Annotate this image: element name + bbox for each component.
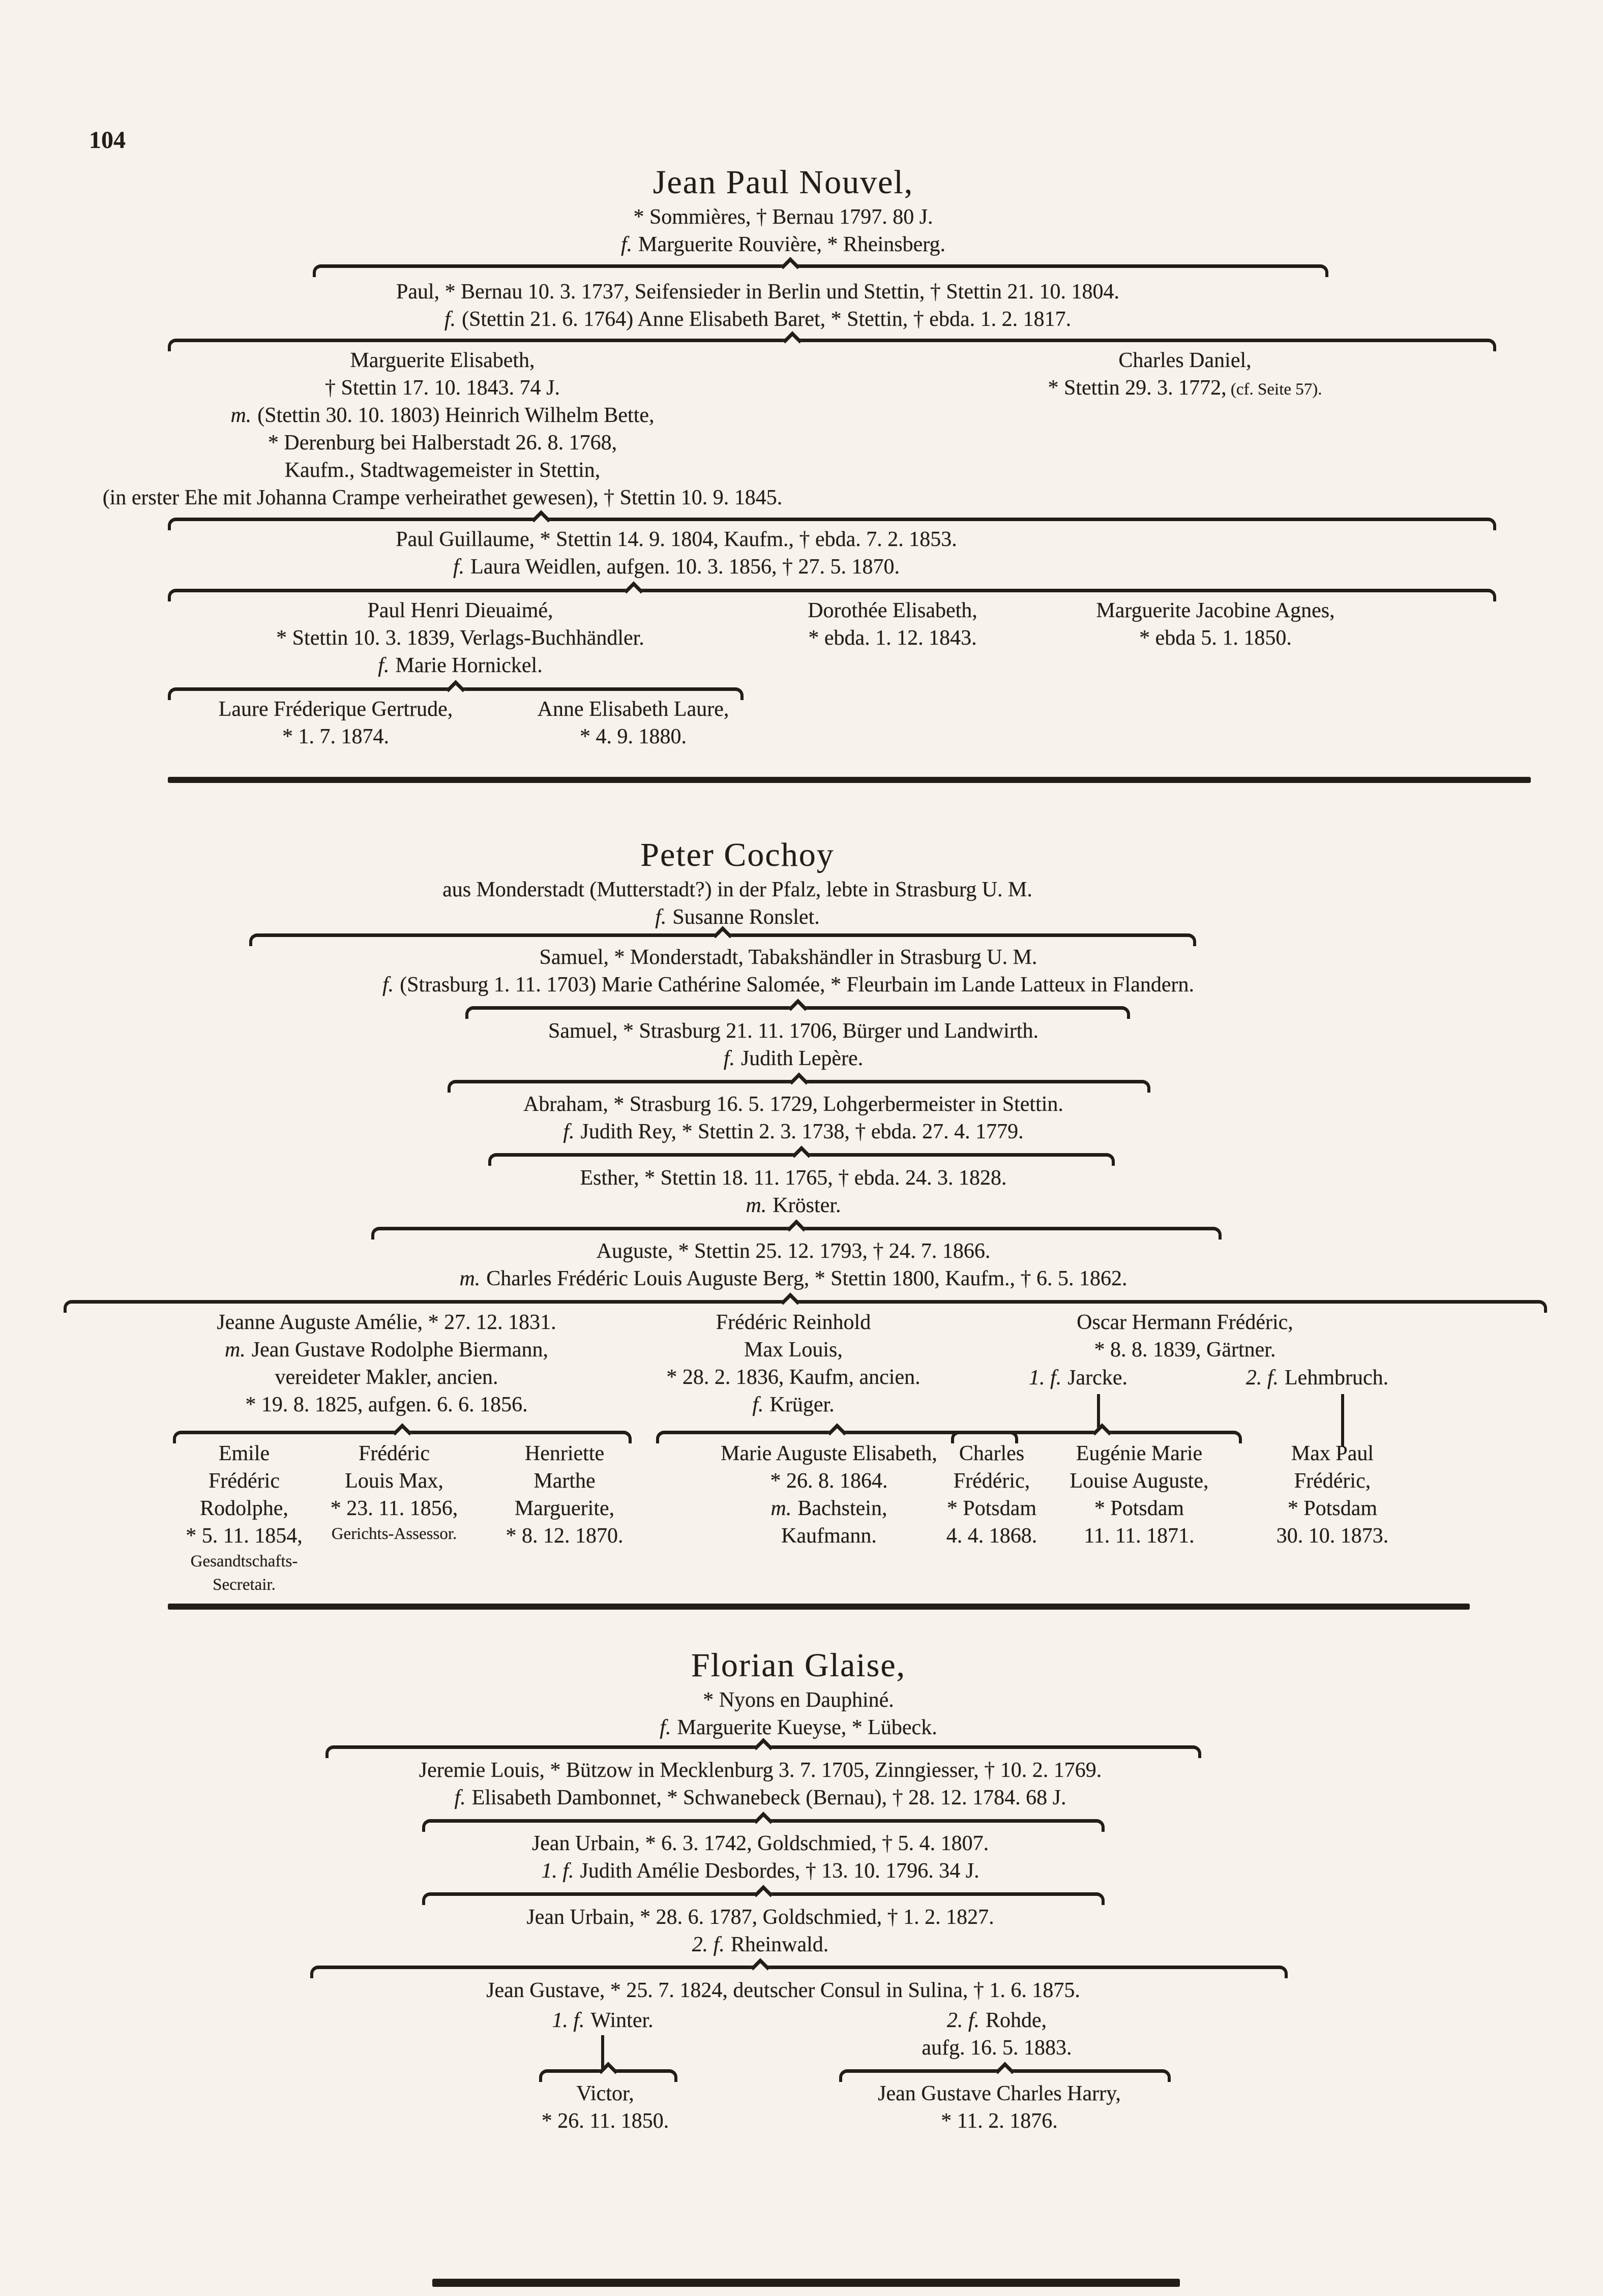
person-line: f. Susanne Ronslet.	[655, 905, 820, 929]
person-line: * 1. 7. 1874.	[282, 725, 389, 748]
person-line: Laure Fréderique Gertrude,	[218, 698, 453, 721]
person-line: f. Marguerite Kueyse, * Lübeck.	[660, 1716, 937, 1739]
relation-abbrev: f.	[444, 308, 456, 331]
person-line: f. Marie Hornickel.	[378, 654, 543, 677]
connector-line	[1341, 1394, 1344, 1447]
person-line: Anne Elisabeth Laure,	[537, 698, 729, 721]
person-line: * ebda. 1. 12. 1843.	[808, 626, 977, 650]
person-line: 1. f. Judith Amélie Desbordes, † 13. 10. 1796. 34 J.	[541, 1859, 979, 1883]
person-line: Esther, * Stettin 18. 11. 1765, † ebda. 24. 3. 1828.	[580, 1166, 1007, 1190]
person-line: Marguerite,	[514, 1497, 615, 1520]
relation-abbrev: f.	[382, 973, 394, 996]
person-line: Jeanne Auguste Amélie, * 27. 12. 1831.	[217, 1311, 556, 1334]
person-line: m. Bachstein,	[770, 1497, 887, 1520]
person-line: m. Kröster.	[746, 1194, 841, 1217]
person-line: Frédéric,	[953, 1469, 1030, 1493]
relation-abbrev: 1. f.	[1029, 1366, 1062, 1389]
person-line: 4. 4. 1868.	[946, 1524, 1037, 1548]
person-line: f. Judith Rey, * Stettin 2. 3. 1738, † ebda. 27. 4. 1779.	[563, 1120, 1024, 1143]
generation-block	[224, 1977, 1343, 2004]
marriage-block	[450, 2007, 755, 2034]
person-line: Paul Henri Dieuaimé,	[367, 599, 553, 622]
generation-block	[178, 696, 493, 750]
section-title: Florian Glaise,	[691, 1647, 906, 1684]
relation-abbrev: f.	[752, 1393, 764, 1416]
generation-block	[285, 1017, 1302, 1072]
section-nouvel-head	[275, 162, 1292, 258]
person-line: m. Jean Gustave Rodolphe Biermann,	[224, 1338, 549, 1362]
page-number: 104	[89, 127, 126, 154]
person-line: Marguerite Elisabeth,	[350, 349, 535, 372]
person-line: Frédéric	[209, 1469, 280, 1493]
page-bottom-bar	[432, 2279, 1180, 2287]
section-head-lines	[229, 876, 1246, 931]
person-line: Frédéric Reinhold	[716, 1311, 871, 1334]
relation-abbrev: m.	[230, 404, 252, 427]
relation-abbrev: m.	[746, 1194, 767, 1217]
person-line: Paul Guillaume, * Stettin 14. 9. 1804, Kaufm., † ebda. 7. 2. 1853.	[396, 528, 957, 551]
person-line: (in erster Ehe mit Johanna Crampe verheirathet gewesen), † Stettin 10. 9. 1845.	[102, 486, 783, 509]
person-line: Emile	[218, 1442, 270, 1465]
person-line: Samuel, * Strasburg 21. 11. 1706, Bürger und Landwirth.	[548, 1019, 1038, 1043]
person-line: Marie Auguste Elisabeth,	[721, 1442, 937, 1465]
person-line: Jean Gustave Charles Harry,	[878, 2082, 1121, 2105]
section-head-lines	[275, 203, 1292, 258]
person-line: * Stettin 29. 3. 1772, (cf. Seite 57).	[1048, 376, 1322, 400]
person-line: m. (Stettin 30. 10. 1803) Heinrich Wilhelm Bette,	[230, 404, 655, 427]
generation-block	[1022, 1440, 1256, 1550]
person-line: m. Charles Frédéric Louis Auguste Berg, * Stettin 1800, Kaufm., † 6. 5. 1862.	[459, 1267, 1127, 1290]
person-line: Oscar Hermann Frédéric,	[1077, 1311, 1293, 1334]
relation-abbrev: f.	[453, 555, 465, 579]
person-line: Secretair.	[213, 1576, 276, 1594]
person-line: Louise Auguste,	[1070, 1469, 1209, 1493]
section-title: Jean Paul Nouvel,	[652, 164, 914, 201]
person-line: Marguerite Jacobine Agnes,	[1096, 599, 1335, 622]
person-line: * 4. 9. 1880.	[580, 725, 687, 748]
person-line: vereideter Makler, ancien.	[275, 1366, 498, 1389]
generation-block	[285, 1164, 1302, 1219]
generation-block	[821, 2080, 1177, 2135]
generation-block	[476, 696, 791, 750]
person-line: * 28. 2. 1836, Kaufm, ancien.	[666, 1366, 921, 1389]
person-line: Auguste, * Stettin 25. 12. 1793, † 24. 7. 1866.	[596, 1240, 991, 1263]
generation-block	[1037, 597, 1393, 652]
generation-block	[81, 1309, 692, 1418]
person-line: Max Louis,	[744, 1338, 843, 1362]
generation-block	[252, 1830, 1269, 1885]
person-line: * 8. 12. 1870.	[506, 1524, 624, 1548]
person-line: 1. f. Jarcke.	[1029, 1366, 1127, 1389]
relation-abbrev: 2. f.	[946, 2009, 979, 2032]
descent-brace	[313, 264, 1328, 277]
section-glaise-head	[290, 1645, 1307, 1741]
person-line: f. Judith Lepère.	[723, 1047, 864, 1070]
relation-abbrev: 2. f.	[692, 1933, 725, 1956]
relation-abbrev: m.	[459, 1267, 481, 1290]
person-line: Dorothée Elisabeth,	[808, 599, 977, 622]
relation-abbrev: m.	[224, 1338, 246, 1362]
relation-abbrev: f.	[563, 1120, 575, 1143]
connector-line	[601, 2035, 604, 2070]
generation-block	[1236, 1440, 1429, 1550]
person-line: * Potsdam	[1094, 1497, 1184, 1520]
person-line: f. Marguerite Rouvière, * Rheinsberg.	[621, 233, 945, 256]
section-rule	[168, 777, 1531, 783]
person-line: Jean Gustave, * 25. 7. 1824, deutscher Consul in Sulina, † 1. 6. 1875.	[486, 1979, 1080, 2002]
person-line: * 8. 8. 1839, Gärtner.	[1094, 1338, 1276, 1362]
person-line: 30. 10. 1873.	[1276, 1524, 1389, 1548]
generation-block	[219, 526, 1134, 581]
person-line: 2. f. Lehmbruch.	[1245, 1366, 1389, 1389]
person-line: * Nyons en Dauphiné.	[703, 1688, 894, 1712]
person-line: Paul, * Bernau 10. 3. 1737, Seifensieder in Berlin und Stettin, † Stettin 21. 10. 1804.	[396, 280, 1120, 304]
generation-block	[285, 1091, 1302, 1145]
relation-abbrev: m.	[770, 1497, 792, 1520]
person-line: Gesandtschafts-	[190, 1552, 298, 1570]
person-line: † Stettin 17. 10. 1843. 74 J.	[324, 376, 560, 400]
generation-block	[216, 944, 1360, 999]
person-line: 1. f. Winter.	[552, 2009, 654, 2032]
section-cochoy-head	[229, 834, 1246, 931]
person-line: Jean Urbain, * 28. 6. 1787, Goldschmied, † 1. 2. 1827.	[526, 1906, 994, 1929]
generation-block	[252, 1904, 1269, 1958]
person-line: Marthe	[533, 1469, 596, 1493]
person-line: * 26. 8. 1864.	[770, 1469, 888, 1493]
person-line: 2. f. Rohde,	[946, 2009, 1047, 2032]
person-line: f. (Stettin 21. 6. 1764) Anne Elisabeth Baret, * Stettin, † ebda. 1. 2. 1817.	[444, 308, 1072, 331]
relation-abbrev: f.	[454, 1786, 466, 1809]
generation-block	[615, 1309, 971, 1418]
person-line: f. Laura Weidlen, aufgen. 10. 3. 1856, † 27. 5. 1870.	[453, 555, 900, 579]
section-head-lines	[290, 1686, 1307, 1741]
generation-block	[181, 597, 740, 679]
generation-block	[453, 2080, 758, 2135]
relation-abbrev: 2. f.	[1245, 1366, 1279, 1389]
person-line: f. Krüger.	[752, 1393, 835, 1416]
marriage-block	[844, 2007, 1149, 2062]
person-line: aus Monderstadt (Mutterstadt?) in der Pfalz, lebte in Strasburg U. M.	[442, 878, 1032, 901]
person-line: Rodolphe,	[200, 1497, 288, 1520]
person-line: Kaufmann.	[781, 1524, 877, 1548]
person-line: Samuel, * Monderstadt, Tabakshändler in Strasburg U. M.	[539, 946, 1037, 969]
person-line: Victor,	[576, 2082, 634, 2105]
relation-abbrev: f.	[655, 905, 667, 929]
marriage-block	[1215, 1364, 1419, 1392]
person-line: Abraham, * Strasburg 16. 5. 1729, Lohgerbermeister in Stettin.	[523, 1093, 1063, 1116]
section-rule	[168, 1604, 1470, 1610]
marriage-block	[1002, 1364, 1154, 1392]
person-line: * Potsdam	[1287, 1497, 1378, 1520]
section-title: Peter Cochoy	[640, 836, 835, 873]
person-line: Jean Urbain, * 6. 3. 1742, Goldschmied, † 5. 4. 1807.	[531, 1832, 989, 1855]
generation-block	[740, 597, 1045, 652]
generation-block	[249, 278, 1266, 333]
relation-abbrev: f.	[378, 654, 390, 677]
person-line: * Stettin 10. 3. 1839, Verlags-Buchhändler.	[276, 626, 644, 650]
generation-block	[201, 1757, 1320, 1811]
person-line: Charles Daniel,	[1118, 349, 1252, 372]
person-line: aufg. 16. 5. 1883.	[922, 2036, 1072, 2060]
person-line: Gerichts-Assessor.	[331, 1525, 457, 1543]
person-line: Kaufm., Stadtwagemeister in Stettin,	[284, 459, 601, 482]
generation-block	[982, 1309, 1388, 1364]
relation-abbrev: f.	[660, 1716, 671, 1739]
relation-abbrev: f.	[723, 1047, 735, 1070]
person-line: * 23. 11. 1856,	[330, 1497, 458, 1520]
person-line: * 11. 2. 1876.	[941, 2109, 1058, 2133]
person-line: Max Paul	[1291, 1442, 1374, 1465]
person-line: Frédéric	[359, 1442, 430, 1465]
relation-abbrev: 1. f.	[552, 2009, 585, 2032]
generation-block	[234, 1237, 1353, 1292]
person-line: * ebda 5. 1. 1850.	[1139, 626, 1292, 650]
person-line: * Sommières, † Bernau 1797. 80 J.	[633, 205, 933, 229]
generation-block	[448, 1440, 681, 1550]
relation-abbrev: 1. f.	[541, 1859, 574, 1883]
person-line: Louis Max,	[345, 1469, 443, 1493]
person-line: * Potsdam	[946, 1497, 1037, 1520]
person-line: f. (Strasburg 1. 11. 1703) Marie Cathérine Salomée, * Fleurbain im Lande Latteux in Flandern.	[382, 973, 1194, 996]
cross-reference-note: (cf. Seite 57).	[1226, 380, 1322, 399]
generation-block	[46, 347, 839, 511]
relation-abbrev: f.	[621, 233, 633, 256]
person-line: * 26. 11. 1850.	[541, 2109, 669, 2133]
person-line: 2. f. Rheinwald.	[692, 1933, 829, 1956]
person-line: Jeremie Louis, * Bützow in Mecklenburg 3. 7. 1705, Zinngiesser, † 10. 2. 1769.	[419, 1759, 1102, 1782]
person-line: 11. 11. 1871.	[1084, 1524, 1195, 1548]
person-line: Eugénie Marie	[1076, 1442, 1203, 1465]
person-line: * 19. 8. 1825, aufgen. 6. 6. 1856.	[245, 1393, 528, 1416]
person-line: Charles	[959, 1442, 1025, 1465]
person-line: f. Elisabeth Dambonnet, * Schwanebeck (Bernau), † 28. 12. 1784. 68 J.	[454, 1786, 1066, 1809]
generation-block	[982, 347, 1388, 403]
person-line: Frédéric,	[1294, 1469, 1371, 1493]
person-line: Henriette	[524, 1442, 605, 1465]
person-line: * Derenburg bei Halberstadt 26. 8. 1768,	[268, 431, 617, 455]
person-line: * 5. 11. 1854,	[186, 1524, 303, 1548]
